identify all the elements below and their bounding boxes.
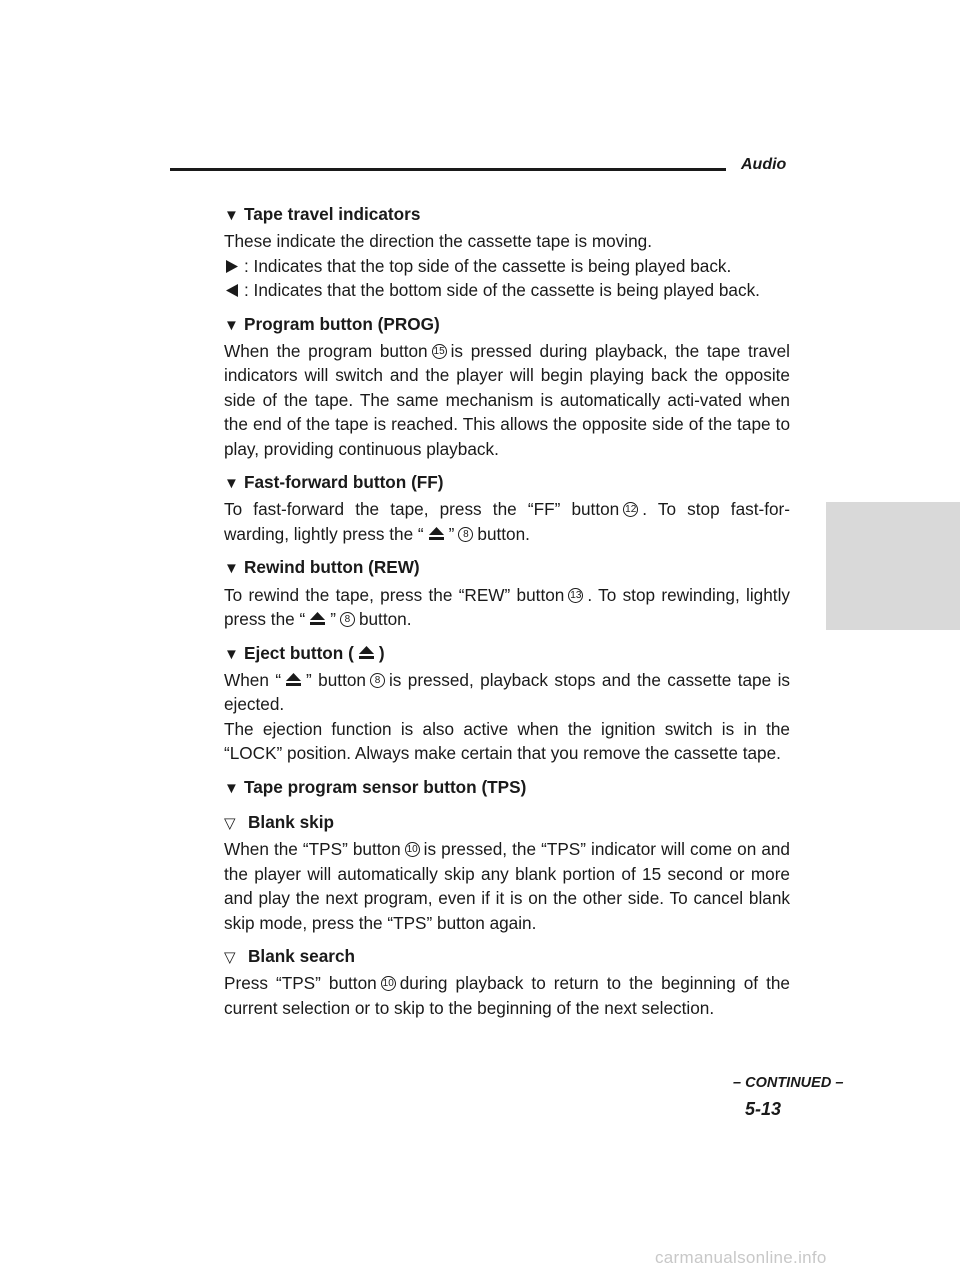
paragraph: To rewind the tape, press the “REW” button 13 . To stop rewinding, lightly press the “ ” 8 button. [224,584,790,630]
heading-marker-icon: ▼ [224,316,239,334]
paragraph: To fast-forward the tape, press the “FF” button 12 . To stop fast-for-warding, lightly press the “ ” 8 button. [224,499,791,544]
paragraph: Press “TPS” button 10 during playback to return to the beginning of the current selection or to skip to the beginning of the next selection. [224,973,790,1018]
subsection-heading: ▽ Blank skip [224,810,790,836]
section-tps-button [224,775,790,801]
section-heading: ▼ Tape travel indicators [224,202,790,228]
reference-number: 8 [370,673,385,688]
section-tape-travel-indicators [224,202,790,303]
eject-icon [285,673,302,687]
paragraph: When the “TPS” button 10 is pressed, the “TPS” indicator will come on and the player will automatically skip any blank portion of 15 second or more and play the next program, even if it is on the other side. To cancel blank skip mode, press the “TPS” button again. [224,839,790,933]
play-reverse-icon [224,283,240,298]
paragraph: The ejection function is also active when the ignition switch is in the “LOCK” position. Always make certain that you remove the cassette tape. [224,718,790,764]
paragraph: : Indicates that the bottom side of the cassette is being played back. [224,278,790,302]
subheading-marker-icon: ▽ [224,814,236,832]
section-blank-skip [224,810,790,935]
heading-marker-icon: ▼ [224,475,239,493]
reference-number: 12 [625,504,637,516]
paragraph: When the program button 15 is pressed during playback, the tape travel indicators will switch and the player will begin playing back the opposite side of the tape. The same mechanism is automatically acti-vated when the end of the tape is reached. This allows the opposite side of the tape to play, providing continuous playback. [224,341,790,459]
section-heading: ▼ Program button (PROG) [224,312,790,338]
paragraph: These indicate the direction the cassette tape is moving. [224,231,653,252]
subheading-marker-icon: ▽ [224,948,236,966]
reference-number: 10 [382,978,394,990]
section-heading: ▼ Rewind button (REW) [224,555,790,581]
section-heading: ▼ Tape program sensor button (TPS) [224,775,790,801]
header-rule [170,168,726,171]
watermark: carmanualsonline.info [655,1248,827,1267]
play-forward-icon [224,259,240,274]
eject-icon [309,612,326,626]
section-title: Audio [741,156,787,173]
heading-marker-icon: ▼ [224,779,239,797]
chapter-tab [826,502,960,630]
reference-number: 10 [406,844,418,856]
paragraph: : Indicates that the top side of the cassette is being played back. [224,254,790,278]
reference-number: 8 [458,527,473,542]
section-program-button [224,312,790,461]
reference-number: 13 [570,589,582,601]
section-eject-button [224,641,790,766]
eject-icon [358,646,375,660]
section-fast-forward-button [224,470,790,546]
page-content [224,202,790,1029]
section-blank-search [224,944,790,1020]
continued-label: – CONTINUED – [733,1075,844,1091]
heading-marker-icon: ▼ [224,560,239,578]
subsection-heading: ▽ Blank search [224,944,790,970]
paragraph: When “ ” button 8 is pressed, playback stops and the cassette tape is ejected. [224,669,790,715]
reference-number: 8 [340,612,355,627]
eject-icon [428,527,445,541]
section-heading: ▼ Fast-forward button (FF) [224,470,790,496]
section-heading: ▼ Eject button ( ) [224,641,790,667]
page-number: 5-13 [745,1099,782,1119]
reference-number: 15 [433,346,445,358]
heading-marker-icon: ▼ [224,207,239,224]
heading-marker-icon: ▼ [224,645,239,663]
section-rewind-button [224,555,790,631]
